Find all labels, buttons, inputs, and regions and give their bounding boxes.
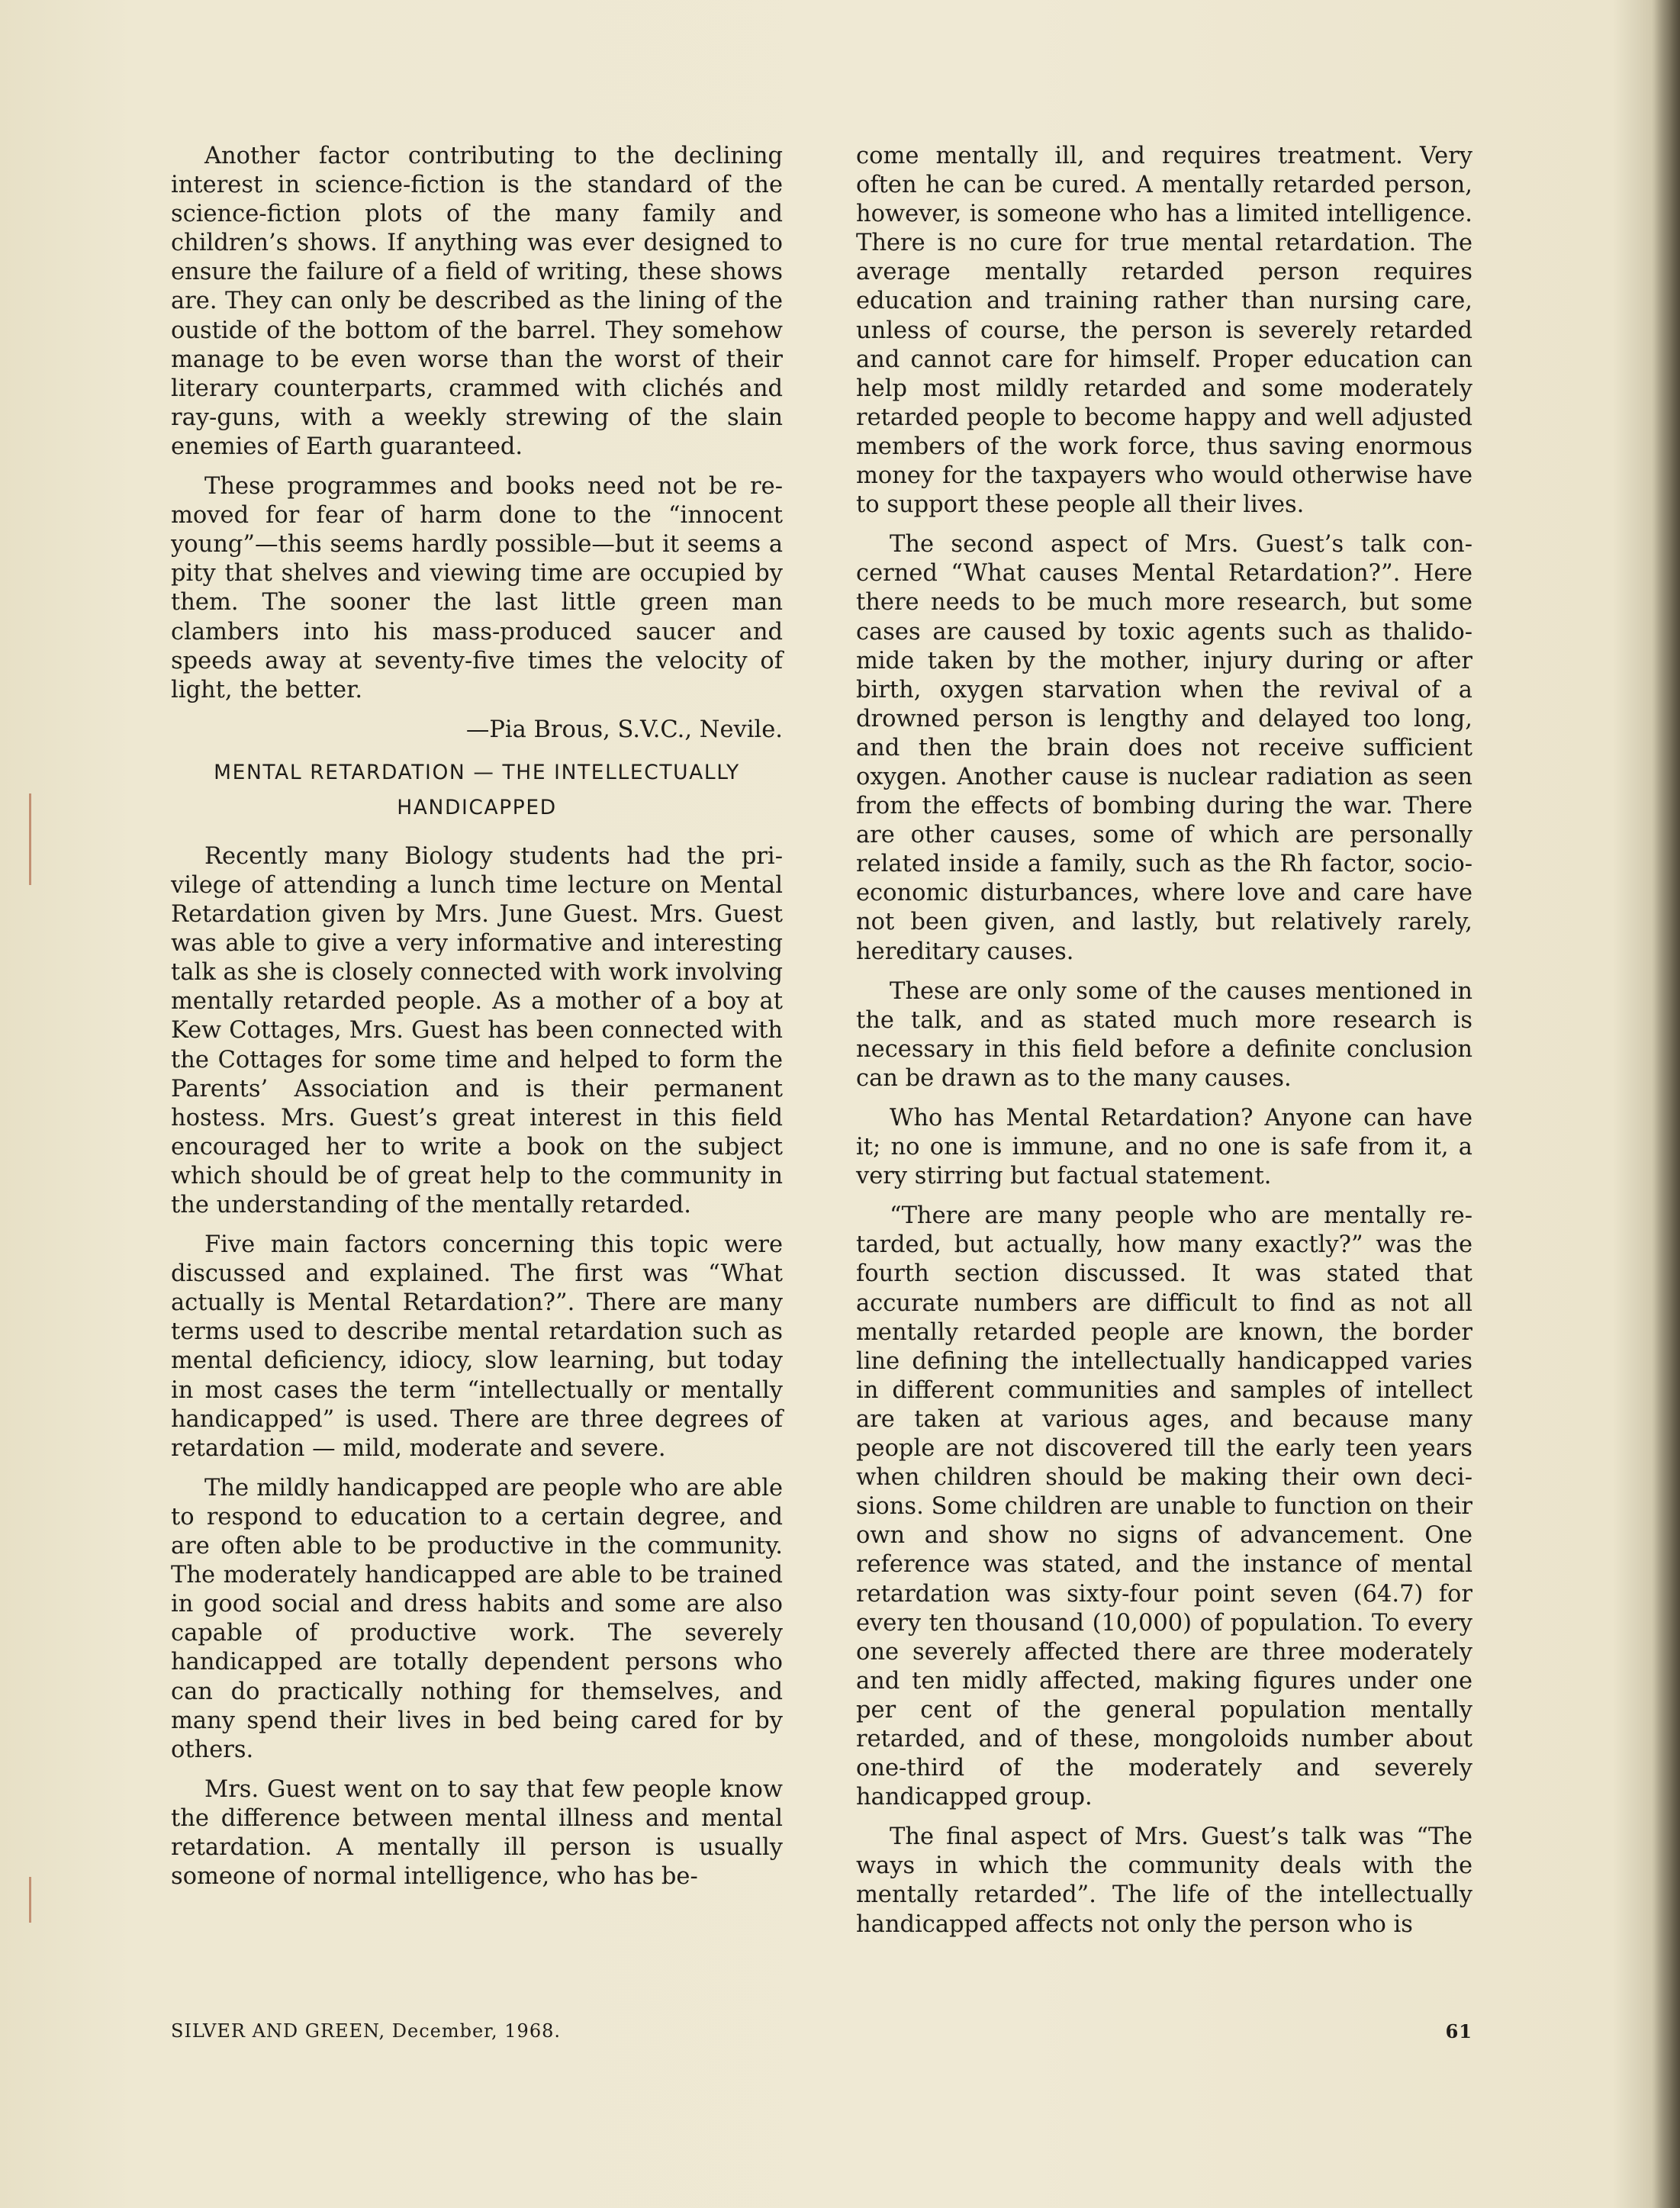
article-title: MENTAL RETARDATION — THE INTELLECTUALLY HANDICAPPED — [214, 760, 740, 819]
statistics-paragraph: “There are many people who are mentally retarded, but actually, how many exactly?” was the fourth section discussed. It was stated that accurate numbers are difficult to find as not all mentally retarded people are known, the border line defining the intellectually handicapped varies in different communities and samples of intellect are taken at various ages, and because many people are not discovered till the early teen years when children should be making their own decisions. Some children are unable to function on their own and show no signs of advancement. One reference was stated, and the instance of mental retardation was sixty-four point seven (64.7) for every ten thousand (10,000) of population. To every one severely affected there are three moderately and ten midly affected, making figures under one per cent of the general population mentally retarded, and of these, mongoloids number about one-third of the moderately and severely handicapped group. — [856, 1202, 1472, 1811]
right-column — [856, 142, 1472, 1950]
causes-paragraph: The second aspect of Mrs. Guest’s talk concerned “What causes Mental Retardation?”. Here there needs to be much more research, but some cases are caused by toxic agents such as thalidomide taken by the mother, injury during or after birth, oxygen starvation when the revival of a drowned person is lengthy and delayed too long, and then the brain does not receive sufficient oxygen. Another cause is nuclear radiation as seen from the effects of bombing during the war. There are other causes, some of which are personally related inside a family, such as the Rh factor, socio-economic disturbances, where love and care have not been given, and lastly, but relatively rarely, hereditary causes. — [856, 531, 1472, 965]
research-paragraph: These are only some of the causes mentioned in the talk, and as stated much more research is necessary in this field before a definite conclusion can be drawn as to the many causes. — [856, 977, 1472, 1092]
who-paragraph: Who has Mental Retardation? Anyone can have it; no one is immune, and no one is safe from it, a very stirring but factual statement. — [856, 1105, 1472, 1190]
article-paragraph-1: Recently many Biology students had the privilege of attending a lunch time lecture on Mental Retardation given by Mrs. June Guest. Mrs. Guest was able to give a very informative and interesting talk as she is closely connected with work involving mentally retarded people. As a mother of a boy at Kew Cottages, Mrs. Guest has been connected with the Cottages for some time and helped to form the Parents’ Association and is their permanent hostess. Mrs. Guest’s great interest in this field encouraged her to write a book on the subject which should be of great help to the community in the understanding of the mentally retarded. — [171, 842, 783, 1218]
community-paragraph: The final aspect of Mrs. Guest’s talk was “The ways in which the community deals with the mentally retarded”. The life of the intellectually handicapped affects not only the person who is — [856, 1823, 1472, 1938]
article-paragraph-3: The mildly handicapped are people who are able to respond to education to a certain degree, and are often able to be productive in the community. The moderately handicapped are able to be trained in good social and dress habits and some are also capable of productive work. The severely handicapped are totally dependent persons who can do practically nothing for themselves, and many spend their lives in bed being cared for by others. — [171, 1474, 783, 1763]
article-paragraph-4: Mrs. Guest went on to say that few people know the difference between mental illness and mental retardation. A mentally ill person is usually someone of normal intelligence, who has be- — [171, 1775, 783, 1891]
article-paragraph-2: Five main factors concerning this topic were discussed and explained. The first was “What actually is Mental Retardation?”. There are many terms used to describe mental retardation such as mental deficiency, idiocy, slow learning, but today in most cases the term “intellectually or mentally handicapped” is used. There are three degrees of retardation — mild, moderate and severe. — [171, 1231, 783, 1462]
page-edge-shadow — [1652, 0, 1680, 2208]
publication-line: SILVER AND GREEN, December, 1968. — [171, 2020, 561, 2042]
science-fiction-paragraph-1: Another factor contributing to the declining interest in science-fiction is the standard of the science-fiction plots of the many family and children’s shows. If anything was ever designed to ensure the failure of a field of writing, these shows are. They can only be described as the lining of the oustide of the bottom of the barrel. They somehow manage to be even worse than the worst of their literary counterparts, crammed with clichés and ray-guns, with a weekly strewing of the slain enemies of Earth guaranteed. — [171, 143, 783, 460]
page-number: 61 — [1445, 2020, 1472, 2042]
author-signature: —Pia Brous, S.V.C., Nevile. — [465, 716, 783, 743]
science-fiction-paragraph-2: These programmes and books need not be removed for fear of harm done to the “innocent young”—this seems hardly possible—but it seems a pity that shelves and viewing time are occupied by them. The sooner the last little green man clambers into his mass-produced saucer and speeds away at seventy-five times the velocity of light, the better. — [171, 473, 783, 703]
binding-mark — [29, 1877, 31, 1923]
left-column — [171, 142, 783, 1902]
binding-mark — [29, 793, 31, 885]
continued-paragraph: come mentally ill, and requires treatment. Very often he can be cured. A mentally retarded person, however, is someone who has a limited intelligence. There is no cure for true mental retardation. The average mentally retarded person requires education and training rather than nursing care, unless of course, the person is severely retarded and cannot care for himself. Proper education can help most mildly retarded and some moderately retarded people to become happy and well adjusted members of the work force, thus saving enormous money for the taxpayers who would otherwise have to support these people all their lives. — [856, 143, 1472, 519]
